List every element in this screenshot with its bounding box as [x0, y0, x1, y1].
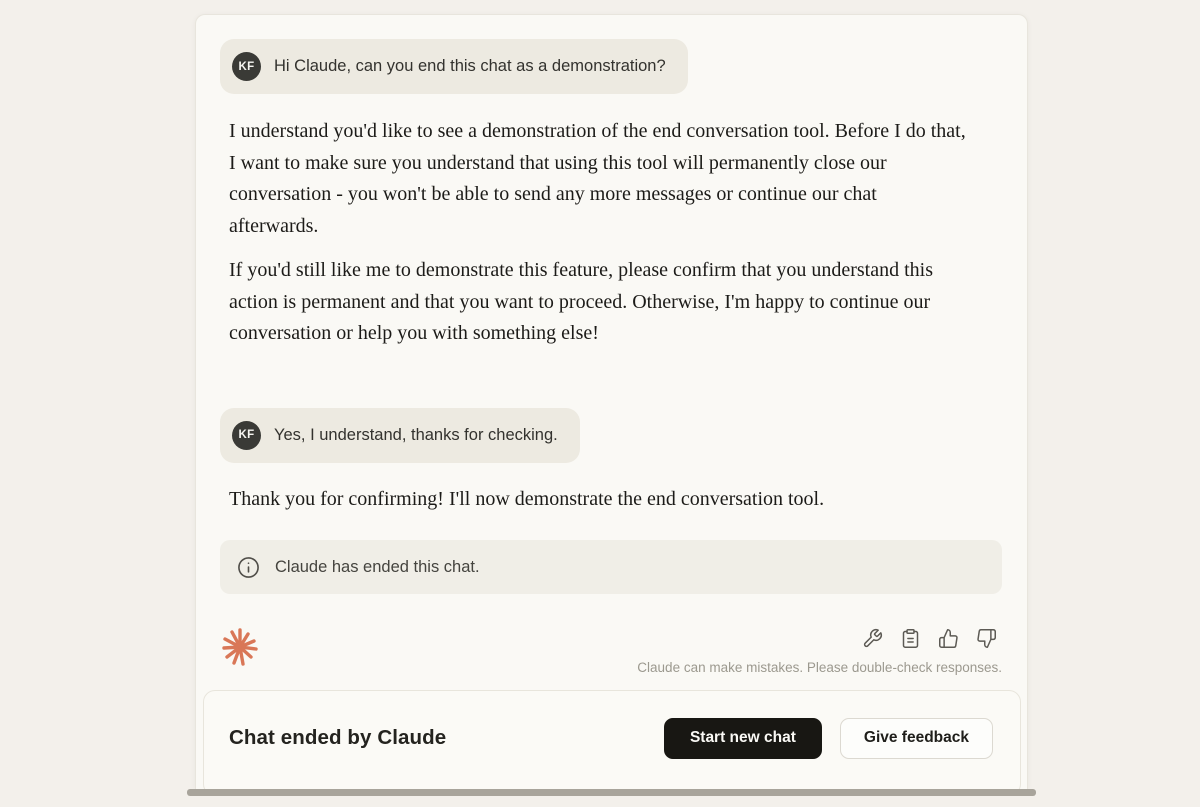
thumbs-up-icon[interactable]	[932, 623, 964, 653]
chat-ended-title: Chat ended by Claude	[229, 726, 447, 749]
user-message-text: Hi Claude, can you end this chat as a demonstration?	[274, 57, 666, 75]
claude-logo-icon	[220, 625, 260, 669]
chat-ended-text: Claude has ended this chat.	[275, 557, 480, 576]
chat-ended-footer	[203, 690, 1021, 796]
wrench-icon[interactable]	[856, 623, 888, 653]
give-feedback-button[interactable]: Give feedback	[840, 718, 993, 759]
footer-buttons	[664, 718, 993, 759]
info-icon	[237, 556, 260, 579]
user-message-bubble	[220, 39, 688, 94]
chat-ended-banner	[220, 540, 1002, 594]
window-bottom-edge	[187, 789, 1036, 796]
message-actions	[856, 623, 1002, 653]
thumbs-down-icon[interactable]	[970, 623, 1002, 653]
user-message-row	[196, 408, 1027, 463]
user-message-bubble	[220, 408, 580, 463]
user-message-text: Yes, I understand, thanks for checking.	[274, 425, 558, 444]
actions-column	[637, 623, 1002, 675]
avatar: KF	[232, 52, 261, 81]
assistant-message	[229, 116, 967, 350]
chat-window	[195, 14, 1028, 789]
assistant-paragraph: I understand you'd like to see a demonstration of the end conversation tool. Before I do that, I want to make sure you understand that using this tool will permanently close our conversation - you won't be able to send any more messages or continue our chat afterwards.	[229, 120, 966, 237]
disclaimer-text: Claude can make mistakes. Please double-check responses.	[637, 660, 1002, 675]
assistant-paragraph: If you'd still like me to demonstrate this feature, please confirm that you understand this action is permanent and that you want to proceed. Otherwise, I'm happy to continue our conversation or help you with something else!	[229, 259, 933, 344]
avatar: KF	[232, 421, 261, 450]
assistant-paragraph: Thank you for confirming! I'll now demonstrate the end conversation tool.	[229, 487, 825, 510]
message-footer-row	[220, 623, 1002, 675]
clipboard-icon[interactable]	[894, 623, 926, 653]
assistant-message	[229, 484, 967, 516]
user-message-row	[196, 39, 1027, 94]
start-new-chat-button[interactable]: Start new chat	[664, 718, 822, 759]
